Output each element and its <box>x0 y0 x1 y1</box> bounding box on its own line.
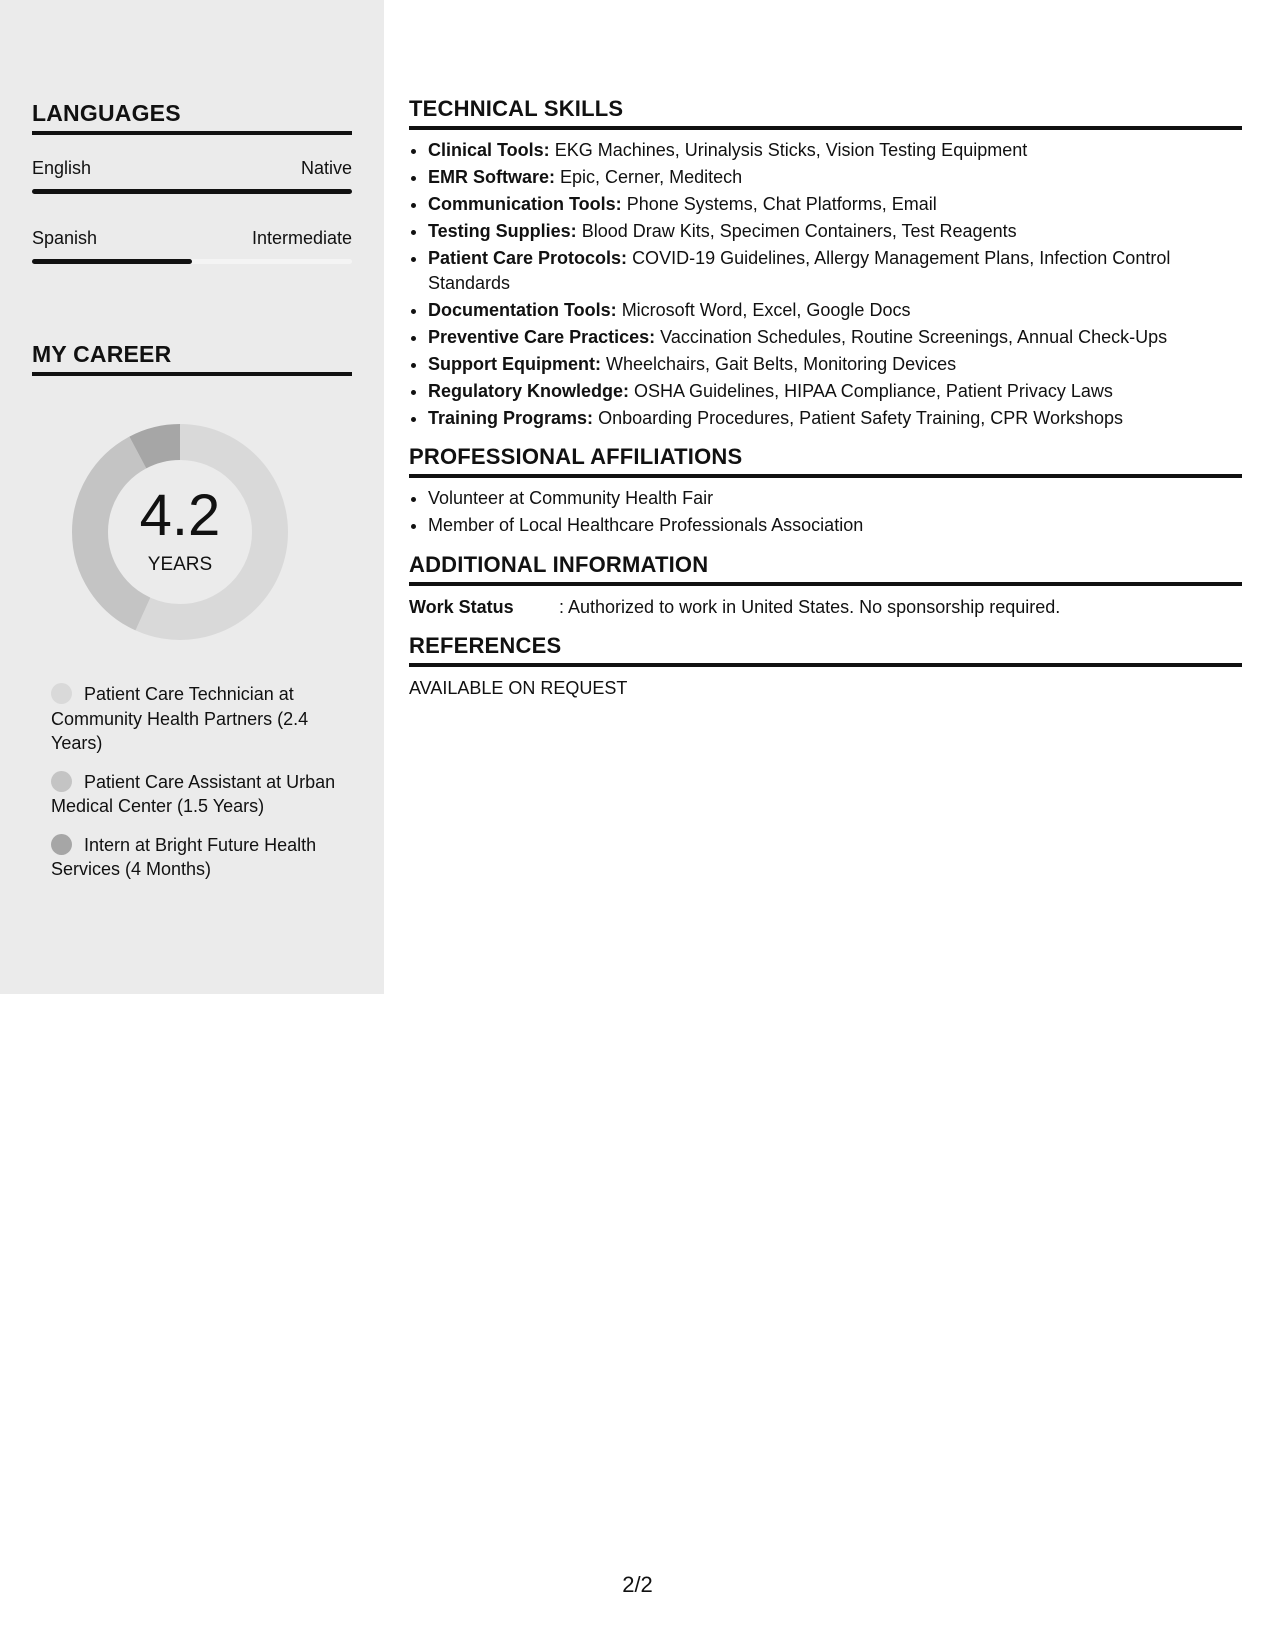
skill-label: Training Programs: <box>428 407 594 428</box>
skill-value: OSHA Guidelines, HIPAA Compliance, Patient Privacy Laws <box>634 380 1113 401</box>
language-name: English <box>32 158 92 178</box>
career-total-value: 4.2 <box>139 483 221 548</box>
career-item <box>51 833 341 882</box>
career-total <box>66 418 294 646</box>
skill-item <box>428 379 1242 404</box>
language-name: Spanish <box>32 228 98 248</box>
additional-info-heading: ADDITIONAL INFORMATION <box>409 552 1242 586</box>
skill-value: Phone Systems, Chat Platforms, Email <box>626 194 937 214</box>
skill-value: Onboarding Procedures, Patient Safety Training, CPR Workshops <box>598 407 1123 428</box>
skill-label: Support Equipment: <box>428 353 601 374</box>
legend-dot-icon <box>51 771 72 792</box>
skill-item <box>428 138 1242 163</box>
skill-value: COVID-19 Guidelines, Allergy Management Plans, Infection Control Standards <box>428 248 1171 293</box>
career-total-unit: YEARS <box>147 554 213 575</box>
affiliation-item: • Volunteer at Community Health Fair <box>428 486 1242 511</box>
skill-label: Clinical Tools: <box>428 140 550 160</box>
skill-item <box>428 352 1242 377</box>
skill-item <box>428 406 1242 431</box>
skill-item <box>428 192 1242 217</box>
language-proficiency-fill <box>32 259 192 264</box>
career-item-text: Patient Care Assistant at Urban Medical Center (1.5 Years) <box>51 771 336 816</box>
skill-value: Vaccination Schedules, Routine Screenings, Annual Check-Ups <box>660 326 1168 347</box>
skill-item <box>428 246 1242 295</box>
skill-item <box>428 325 1242 350</box>
language-proficiency-bar <box>32 189 352 194</box>
language-level: Intermediate <box>251 228 352 248</box>
skill-label: Patient Care Protocols: <box>428 248 628 268</box>
skill-value: Blood Draw Kits, Specimen Containers, Test Reagents <box>581 221 1017 241</box>
main-content <box>409 96 1242 699</box>
affiliations-heading: PROFESSIONAL AFFILIATIONS <box>409 444 1242 478</box>
skill-item <box>428 165 1242 190</box>
skill-item <box>428 219 1242 244</box>
skill-value: Wheelchairs, Gait Belts, Monitoring Devices <box>606 353 957 374</box>
references-heading: REFERENCES <box>409 633 1242 667</box>
affiliations-list <box>409 486 1242 538</box>
work-status-row <box>409 595 1242 619</box>
skill-label: Regulatory Knowledge: <box>428 380 630 401</box>
career-item <box>51 770 341 819</box>
skill-label: Documentation Tools: <box>428 299 617 320</box>
skill-label: EMR Software: <box>428 167 556 187</box>
language-level: Native <box>300 158 352 178</box>
skill-value: EKG Machines, Urinalysis Sticks, Vision Testing Equipment <box>554 140 1028 160</box>
language-proficiency-bar <box>32 259 352 264</box>
page-number: 2/2 <box>622 1572 653 1597</box>
languages-heading: LANGUAGES <box>32 100 352 135</box>
skill-item <box>428 298 1242 323</box>
skill-label: Testing Supplies: <box>428 221 577 241</box>
work-status-label: Work Status <box>409 596 514 617</box>
technical-skills-heading: TECHNICAL SKILLS <box>409 96 1242 130</box>
career-list <box>51 682 341 896</box>
affiliation-item: • Member of Local Healthcare Professionals Association <box>428 513 1242 538</box>
legend-dot-icon <box>51 683 72 704</box>
skill-value: Microsoft Word, Excel, Google Docs <box>621 299 911 320</box>
skill-label: Communication Tools: <box>428 194 622 214</box>
career-item <box>51 682 341 756</box>
references-text: AVAILABLE ON REQUEST <box>409 677 628 698</box>
language-proficiency-fill <box>32 189 352 194</box>
career-item-text: Patient Care Technician at Community Health Partners (2.4 Years) <box>51 684 309 753</box>
legend-dot-icon <box>51 834 72 855</box>
sidebar <box>0 0 384 994</box>
career-item-text: Intern at Bright Future Health Services (4 Months) <box>51 834 317 879</box>
work-status-value: : Authorized to work in United States. No sponsorship required. <box>559 596 1061 617</box>
skill-label: Preventive Care Practices: <box>428 326 656 347</box>
skill-value: Epic, Cerner, Meditech <box>560 167 743 187</box>
career-heading: MY CAREER <box>32 341 352 376</box>
technical-skills-list <box>409 138 1242 430</box>
